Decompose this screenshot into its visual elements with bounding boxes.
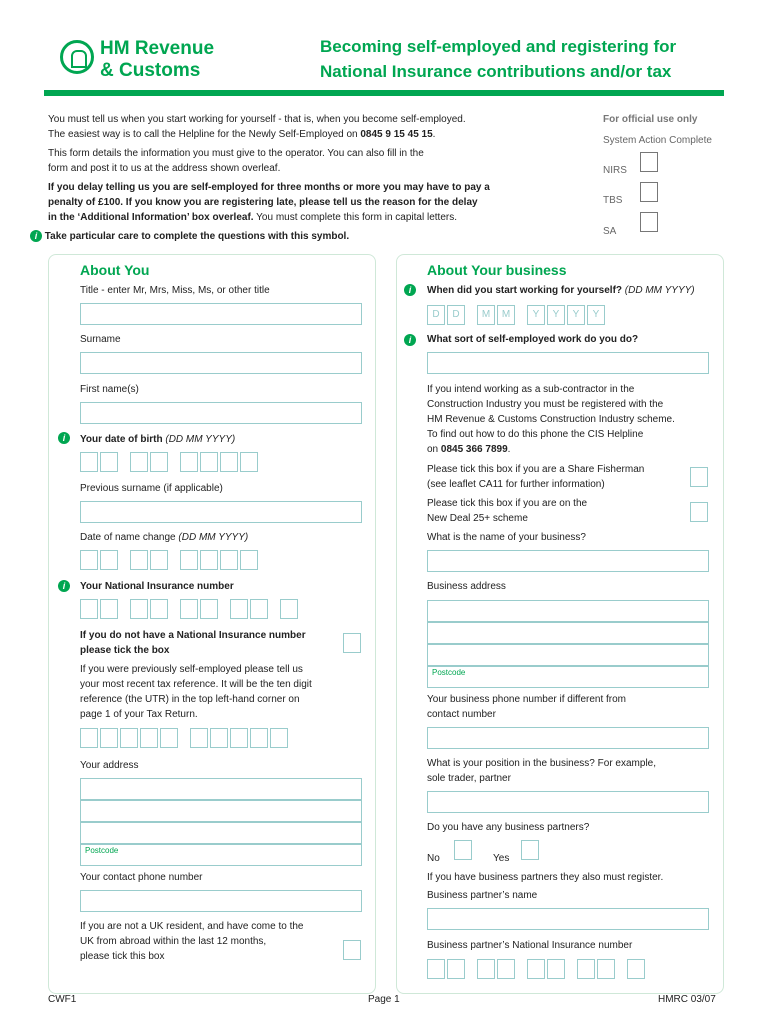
nirs-label: NIRS <box>603 165 627 176</box>
dob-label <box>80 432 235 447</box>
cis-text: If you intend working as a sub-contractor in the <box>427 384 635 395</box>
business-phone-label <box>427 692 626 722</box>
address-line-3[interactable] <box>80 822 362 844</box>
start-date-format: (DD MM YYYY) <box>624 285 695 296</box>
name-change-text: Date of name change <box>80 532 176 543</box>
start-date-digit[interactable]: M <box>497 305 515 325</box>
new-deal-text: New Deal 25+ scheme <box>427 513 528 524</box>
partners-question: Do you have any business partners? <box>427 822 590 833</box>
sa-label: SA <box>603 226 617 237</box>
partners-no-checkbox[interactable] <box>454 840 472 860</box>
utr-text: your most recent tax reference. It will be the ten digit <box>80 679 312 690</box>
crest-icon <box>60 40 94 74</box>
start-date-digit[interactable]: Y <box>587 305 605 325</box>
page-number: Page 1 <box>368 994 400 1005</box>
official-heading: For official use only <box>603 114 698 125</box>
system-action-label: System Action Complete <box>603 135 712 146</box>
utr-digit[interactable] <box>270 728 288 748</box>
partners-yes-checkbox[interactable] <box>521 840 539 860</box>
new-deal-text: Please tick this box if you are on the <box>427 498 588 509</box>
symbol-note-text: Take particular care to complete the questions with this symbol. <box>44 231 350 242</box>
name-change-digit[interactable] <box>100 550 118 570</box>
form-code: CWF1 <box>48 994 77 1005</box>
cis-info <box>427 382 675 457</box>
utr-digit[interactable] <box>250 728 268 748</box>
position-text: What is your position in the business? For example, <box>427 758 656 769</box>
dob-digit[interactable] <box>100 452 118 472</box>
cis-helpline-number: 0845 366 7899 <box>440 444 508 455</box>
non-resident-text: please tick this box <box>80 951 165 962</box>
dob-format: (DD MM YYYY) <box>165 434 236 445</box>
logo-line-1: HM Revenue <box>100 38 215 59</box>
partner-name-label: Business partner’s name <box>427 890 538 901</box>
ni-digit[interactable] <box>230 599 248 619</box>
partner-ni-digit[interactable] <box>477 959 495 979</box>
partner-ni-digit[interactable] <box>597 959 615 979</box>
phone-input[interactable] <box>80 890 362 912</box>
nirs-box[interactable] <box>640 152 658 172</box>
intro-paragraph-2 <box>48 146 568 176</box>
ni-digit[interactable] <box>280 599 298 619</box>
utr-text: If you were previously self-employed please tell us <box>80 664 303 675</box>
name-change-digit[interactable] <box>80 550 98 570</box>
ni-digit[interactable] <box>200 599 218 619</box>
ni-digit[interactable] <box>250 599 268 619</box>
intro-text <box>48 210 568 225</box>
business-phone-text: contact number <box>427 709 496 720</box>
ni-digit[interactable] <box>180 599 198 619</box>
start-date-digit[interactable]: D <box>427 305 445 325</box>
no-ni-text: please tick the box <box>80 645 170 656</box>
intro-text: The easiest way is to call the Helpline for the Newly Self-Employed on <box>48 129 361 140</box>
about-you-heading: About You <box>80 262 150 278</box>
name-change-digit[interactable] <box>200 550 218 570</box>
dob-digit[interactable] <box>200 452 218 472</box>
header-rule <box>44 90 724 96</box>
ni-digit[interactable] <box>150 599 168 619</box>
business-phone-input[interactable] <box>427 727 709 749</box>
dob-label-text: Your date of birth <box>80 434 163 445</box>
start-date-label <box>427 283 695 298</box>
info-icon: i <box>58 432 70 444</box>
cis-text: on <box>427 444 441 455</box>
partner-ni-digit[interactable] <box>627 959 645 979</box>
business-phone-text: Your business phone number if different from <box>427 694 627 705</box>
intro-text: . <box>432 129 436 140</box>
name-change-digit[interactable] <box>220 550 238 570</box>
partner-ni-digit[interactable] <box>577 959 595 979</box>
position-text: sole trader, partner <box>427 773 511 784</box>
new-deal-label <box>427 496 587 526</box>
ni-label: Your National Insurance number <box>80 581 234 592</box>
intro-paragraph-3 <box>48 180 568 225</box>
partner-ni-digit[interactable] <box>427 959 445 979</box>
utr-text: page 1 of your Tax Return. <box>80 709 198 720</box>
partners-register-note: If you have business partners they also must register. <box>427 872 664 883</box>
start-date-digit[interactable]: Y <box>567 305 585 325</box>
dob-digit[interactable] <box>220 452 238 472</box>
info-icon: i <box>404 334 416 346</box>
title-input[interactable] <box>80 303 362 325</box>
first-names-input[interactable] <box>80 402 362 424</box>
helpline-number: 0845 9 15 45 15 <box>360 129 433 140</box>
dob-digit[interactable] <box>130 452 148 472</box>
non-resident-checkbox[interactable] <box>343 940 361 960</box>
official-use-section <box>603 114 733 146</box>
share-fisherman-label <box>427 462 644 492</box>
business-name-input[interactable] <box>427 550 709 572</box>
address-line-1[interactable] <box>80 778 362 800</box>
name-change-label <box>80 530 248 545</box>
utr-digit[interactable] <box>100 728 118 748</box>
cis-text: . <box>507 444 511 455</box>
utr-digit[interactable] <box>160 728 178 748</box>
phone-label: Your contact phone number <box>80 872 203 883</box>
dob-digit[interactable] <box>80 452 98 472</box>
intro-text: You must tell us when you start working for yourself - that is, when you become self-employed. <box>48 114 466 125</box>
title-label: Title - enter Mr, Mrs, Miss, Ms, or other title <box>80 285 270 296</box>
intro-text: This form details the information you must give to the operator. You can also fill in the <box>48 148 424 159</box>
intro-text <box>48 127 568 142</box>
postcode-label: Postcode <box>85 846 119 855</box>
address-line-2[interactable] <box>80 800 362 822</box>
postcode-input[interactable] <box>80 844 362 866</box>
cis-text: HM Revenue & Customs Construction Industry scheme. <box>427 414 675 425</box>
start-date-digit[interactable]: D <box>447 305 465 325</box>
utr-digit[interactable] <box>120 728 138 748</box>
partner-ni-digit[interactable] <box>547 959 565 979</box>
utr-instructions <box>80 662 312 722</box>
non-resident-text: UK from abroad within the last 12 months, <box>80 936 267 947</box>
cis-text: To find out how to do this phone the CIS Helpline <box>427 429 644 440</box>
utr-digit[interactable] <box>140 728 158 748</box>
partners-no-label: No <box>427 853 440 864</box>
prev-surname-label: Previous surname (if applicable) <box>80 483 223 494</box>
business-postcode-label: Postcode <box>432 668 466 677</box>
partners-yes-label: Yes <box>493 853 510 864</box>
intro-text: in the ‘Additional Information’ box overleaf. <box>48 212 254 223</box>
business-address-line-1[interactable] <box>427 600 709 622</box>
dob-digit[interactable] <box>180 452 198 472</box>
position-input[interactable] <box>427 791 709 813</box>
prev-surname-input[interactable] <box>80 501 362 523</box>
utr-digit[interactable] <box>210 728 228 748</box>
position-label <box>427 756 656 786</box>
sa-box[interactable] <box>640 212 658 232</box>
intro-paragraph-1 <box>48 112 568 142</box>
partner-ni-digit[interactable] <box>527 959 545 979</box>
form-title <box>320 34 740 84</box>
work-type-input[interactable] <box>427 352 709 374</box>
non-resident-text: If you are not a UK resident, and have come to the <box>80 921 304 932</box>
no-ni-text: If you do not have a National Insurance number <box>80 630 306 641</box>
start-date-digit[interactable]: M <box>477 305 495 325</box>
dob-digit[interactable] <box>150 452 168 472</box>
name-change-digit[interactable] <box>150 550 168 570</box>
tbs-box[interactable] <box>640 182 658 202</box>
partner-name-input[interactable] <box>427 908 709 930</box>
utr-text: reference (the UTR) in the top left-hand corner on <box>80 694 300 705</box>
dob-digit[interactable] <box>240 452 258 472</box>
business-address-label: Business address <box>427 581 506 592</box>
business-name-label: What is the name of your business? <box>427 532 586 543</box>
title-line-1: Becoming self-employed and registering for <box>320 37 677 56</box>
start-date-digit[interactable]: Y <box>547 305 565 325</box>
logo-line-2: & Customs <box>100 60 201 81</box>
business-postcode-input[interactable] <box>427 666 709 688</box>
name-change-digit[interactable] <box>180 550 198 570</box>
ni-digit[interactable] <box>130 599 148 619</box>
no-ni-label <box>80 628 306 658</box>
partner-ni-label: Business partner’s National Insurance number <box>427 940 633 951</box>
share-fisherman-checkbox[interactable] <box>690 467 708 487</box>
name-change-digit[interactable] <box>130 550 148 570</box>
non-resident-label <box>80 919 303 964</box>
cis-text: Construction Industry you must be registered with the <box>427 399 664 410</box>
start-date-text: When did you start working for yourself? <box>427 285 623 296</box>
info-icon: i <box>58 580 70 592</box>
partner-ni-digit[interactable] <box>447 959 465 979</box>
new-deal-checkbox[interactable] <box>690 502 708 522</box>
partner-ni-digit[interactable] <box>497 959 515 979</box>
penalty-warning: penalty of £100. If you know you are registering late, please tell us the reason for the delay <box>48 197 478 208</box>
start-date-digit[interactable]: Y <box>527 305 545 325</box>
cis-text <box>427 442 675 457</box>
info-icon: i <box>404 284 416 296</box>
work-type-label: What sort of self-employed work do you do? <box>427 334 639 345</box>
business-address-line-3[interactable] <box>427 644 709 666</box>
hmrc-logo <box>100 38 214 82</box>
surname-input[interactable] <box>80 352 362 374</box>
info-icon: i <box>30 230 42 242</box>
title-line-2: National Insurance contributions and/or tax <box>320 62 672 81</box>
utr-digit[interactable] <box>230 728 248 748</box>
about-business-heading: About Your business <box>427 262 567 278</box>
intro-text: form and post it to us at the address shown overleaf. <box>48 163 281 174</box>
utr-digit[interactable] <box>190 728 208 748</box>
surname-label: Surname <box>80 334 121 345</box>
form-version: HMRC 03/07 <box>658 994 716 1005</box>
address-label: Your address <box>80 760 139 771</box>
ni-digit[interactable] <box>80 599 98 619</box>
first-names-label: First name(s) <box>80 384 139 395</box>
name-change-format: (DD MM YYYY) <box>178 532 249 543</box>
business-address-line-2[interactable] <box>427 622 709 644</box>
ni-digit[interactable] <box>100 599 118 619</box>
no-ni-checkbox[interactable] <box>343 633 361 653</box>
fisherman-text: (see leaflet CA11 for further information) <box>427 479 605 490</box>
name-change-digit[interactable] <box>240 550 258 570</box>
fisherman-text: Please tick this box if you are a Share Fisherman <box>427 464 645 475</box>
intro-text: You must complete this form in capital letters. <box>253 212 458 223</box>
symbol-note <box>30 229 550 244</box>
penalty-warning: If you delay telling us you are self-employed for three months or more you may have to pay a <box>48 182 490 193</box>
utr-digit[interactable] <box>80 728 98 748</box>
tbs-label: TBS <box>603 195 623 206</box>
